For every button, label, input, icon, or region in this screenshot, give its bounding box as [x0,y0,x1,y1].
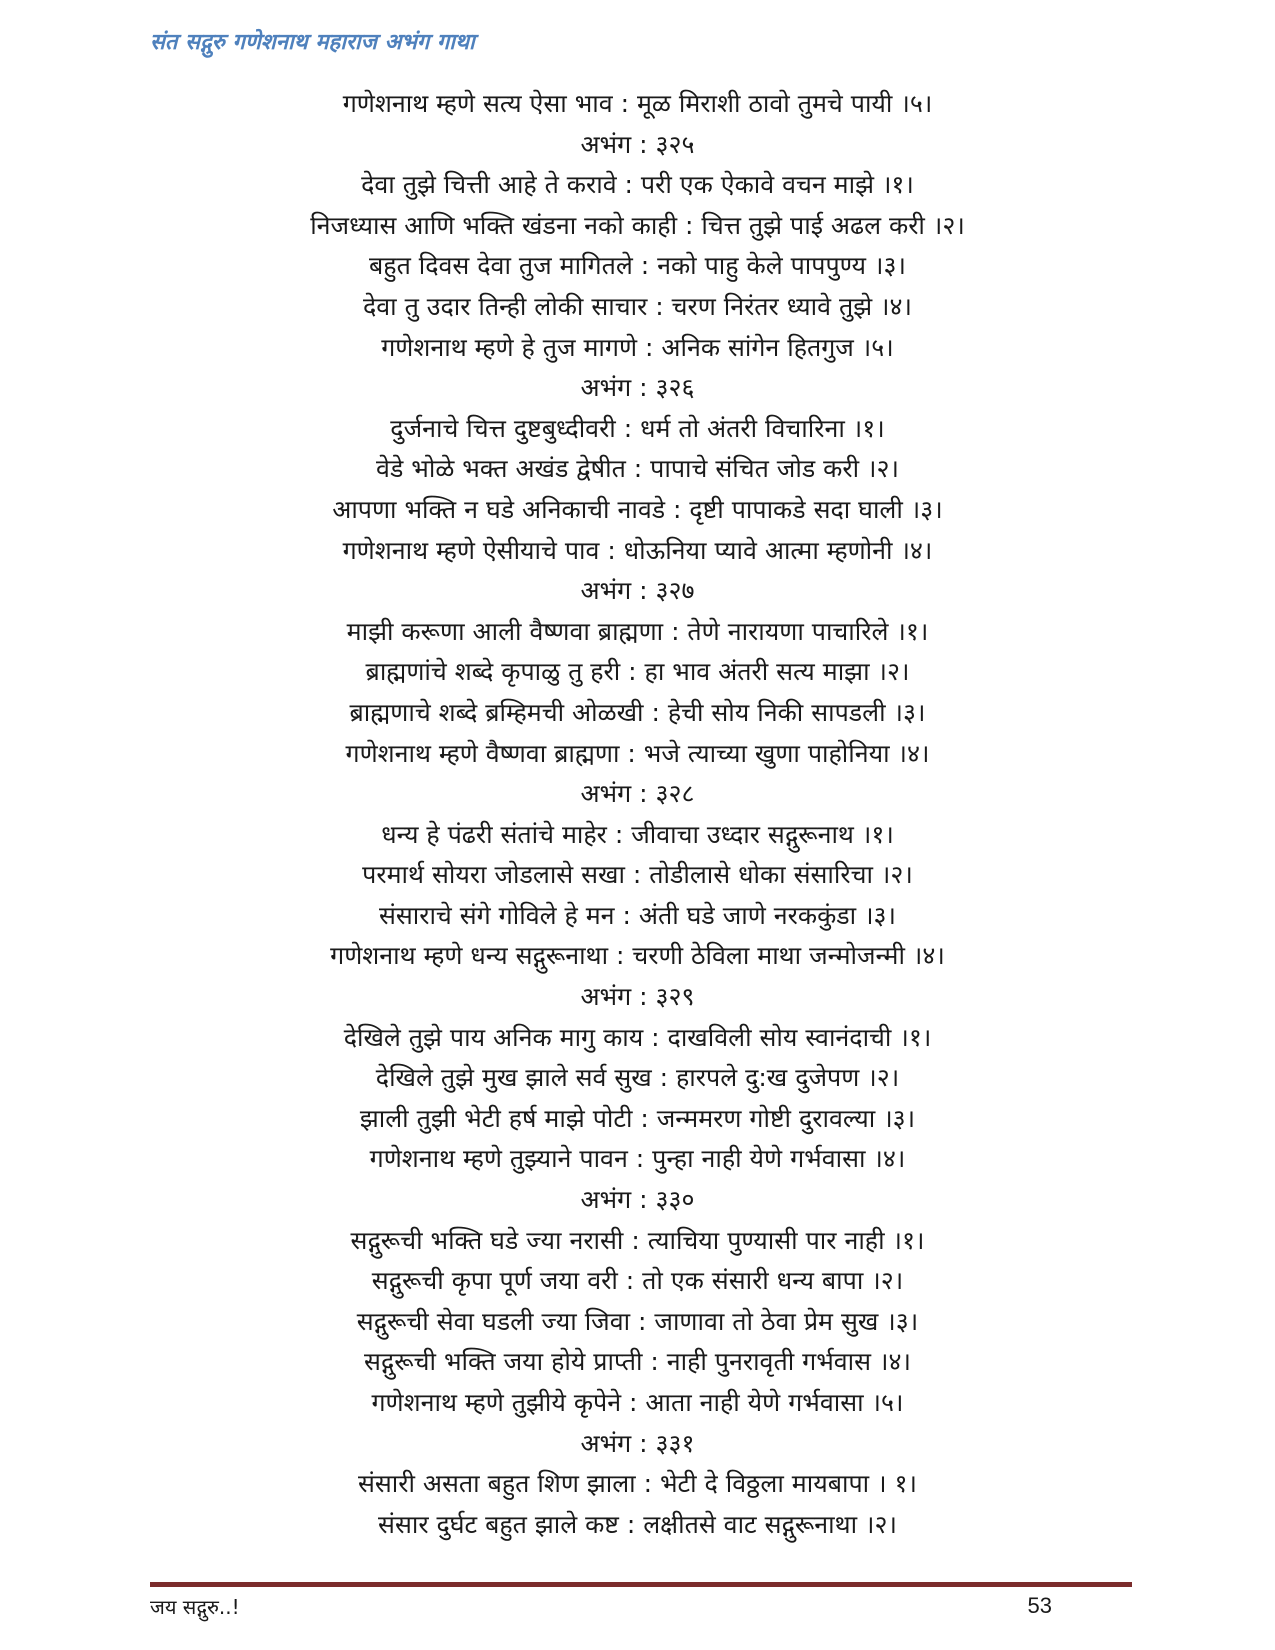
verse-line: देखिले तुझे मुख झाले सर्व सुख : हारपले दु:ख दुजेपण ।२। [375,1063,900,1093]
verse-line: झाली तुझी भेटी हर्ष माझे पोटी : जन्ममरण गोष्टी दुरावल्या ।३। [359,1103,916,1133]
verse-line: परमार्थ सोयरा जोडलासे सखा : तोडीलासे धोका संसारिचा ।२। [362,860,913,890]
abhang-heading: अभंग : ३२५ [580,129,695,159]
abhang-heading: अभंग : ३२७ [580,576,695,606]
verse-line: गणेशनाथ म्हणे हे तुज मागणे : अनिक सांगेन हितगुज ।५। [381,332,894,362]
verse-line: गणेशनाथ म्हणे वैष्णवा ब्राह्मणा : भजे त्याच्या खुणा पाहोनिया ।४। [345,738,930,768]
abhang-heading: अभंग : ३३१ [580,1428,695,1458]
verse-line: आपणा भक्ति न घडे अनिकाची नावडे : दृष्टी पापाकडे सदा घाली ।३। [332,494,943,524]
verse-line: सद्गुरूची कृपा पूर्ण जया वरी : तो एक संसारी धन्य बापा ।२। [371,1266,904,1296]
verse-line: संसार दुर्घट बहुत झाले कष्ट : लक्षीतसे वाट सद्गुरूनाथा ।२। [378,1509,897,1539]
verse-line: देवा तुझे चित्ती आहे ते करावे : परी एक ऐकावे वचन माझे ।१। [361,170,914,200]
verse-line: गणेशनाथ म्हणे सत्य ऐसा भाव : मूळ मिराशी ठावो तुमचे पायी ।५। [342,89,933,118]
verse-line: माझी करूणा आली वैष्णवा ब्राह्मणा : तेणे नारायणा पाचारिले ।१। [346,616,929,646]
verse-line: देखिले तुझे पाय अनिक मागु काय : दाखविली सोय स्वानंदाची ।१। [343,1022,932,1052]
verse-line: गणेशनाथ म्हणे धन्य सद्गुरूनाथा : चरणी ठेविला माथा जन्मोजन्मी ।४। [330,941,945,971]
verse-line: गणेशनाथ म्हणे तुझ्याने पावन : पुन्हा नाही येणे गर्भवासा ।४। [369,1144,906,1174]
verse-line: दुर्जनाचे चित्त दुष्टबुध्दीवरी : धर्म तो अंतरी विचारिना ।१। [390,413,885,443]
verse-line: संसारी असता बहुत शिण झाला : भेटी दे विठ्ठला मायबापा । १। [358,1469,917,1499]
page-header-title: संत सद्गुरु गणेशनाथ महाराज अभंग गाथा [150,30,475,55]
abhang-heading: अभंग : ३३० [580,1185,695,1215]
verse-line: वेडे भोळे भक्त अखंड द्वेषीत : पापाचे संचित जोड करी ।२। [376,454,899,484]
verse-line: गणेशनाथ म्हणे ऐसीयाचे पाव : धोऊनिया प्यावे आत्मा म्हणोनी ।४। [342,535,933,565]
verse-line: निजध्यास आणि भक्ति खंडना नको काही : चित्त तुझे पाई अढल करी ।२। [310,210,965,240]
verse-line: सद्गुरूची सेवा घडली ज्या जिवा : जाणावा तो ठेवा प्रेम सुख ।३। [356,1306,919,1336]
verse-line: सद्गुरूची भक्ति घडे ज्या नरासी : त्याचिया पुण्यासी पार नाही ।१। [350,1225,925,1255]
verse-content [150,84,1125,1545]
verse-line: सद्गुरूची भक्ति जया होये प्राप्ती : नाही पुनरावृती गर्भवास ।४। [364,1347,911,1377]
verse-line: बहुत दिवस देवा तुज मागितले : नको पाहु केले पापपुण्य ।३। [369,251,906,281]
abhang-heading: अभंग : ३२६ [580,373,695,403]
footer-divider [150,1582,1132,1587]
verse-line: ब्राह्मणाचे शब्दे ब्रम्हिमची ओळखी : हेची सोय निकी सापडली ।३। [349,697,926,727]
verse-line: ब्राह्मणांचे शब्दे कृपाळु तु हरी : हा भाव अंतरी सत्य माझा ।२। [365,657,910,687]
footer-salutation: जय सद्गुरु..! [150,1595,240,1619]
verse-line: देवा तु उदार तिन्ही लोकी साचार : चरण निरंतर ध्यावे तुझे ।४। [362,291,912,321]
verse-line: संसाराचे संगे गोविले हे मन : अंती घडे जाणे नरककुंडा ।३। [378,900,897,930]
verse-line: गणेशनाथ म्हणे तुझीये कृपेने : आता नाही येणे गर्भवासा ।५। [371,1388,904,1417]
abhang-heading: अभंग : ३२९ [580,982,695,1012]
abhang-heading: अभंग : ३२८ [580,779,695,809]
page-number: 53 [1027,1593,1052,1618]
verse-line: धन्य हे पंढरी संतांचे माहेर : जीवाचा उध्दार सद्गुरूनाथ ।१। [381,819,894,849]
